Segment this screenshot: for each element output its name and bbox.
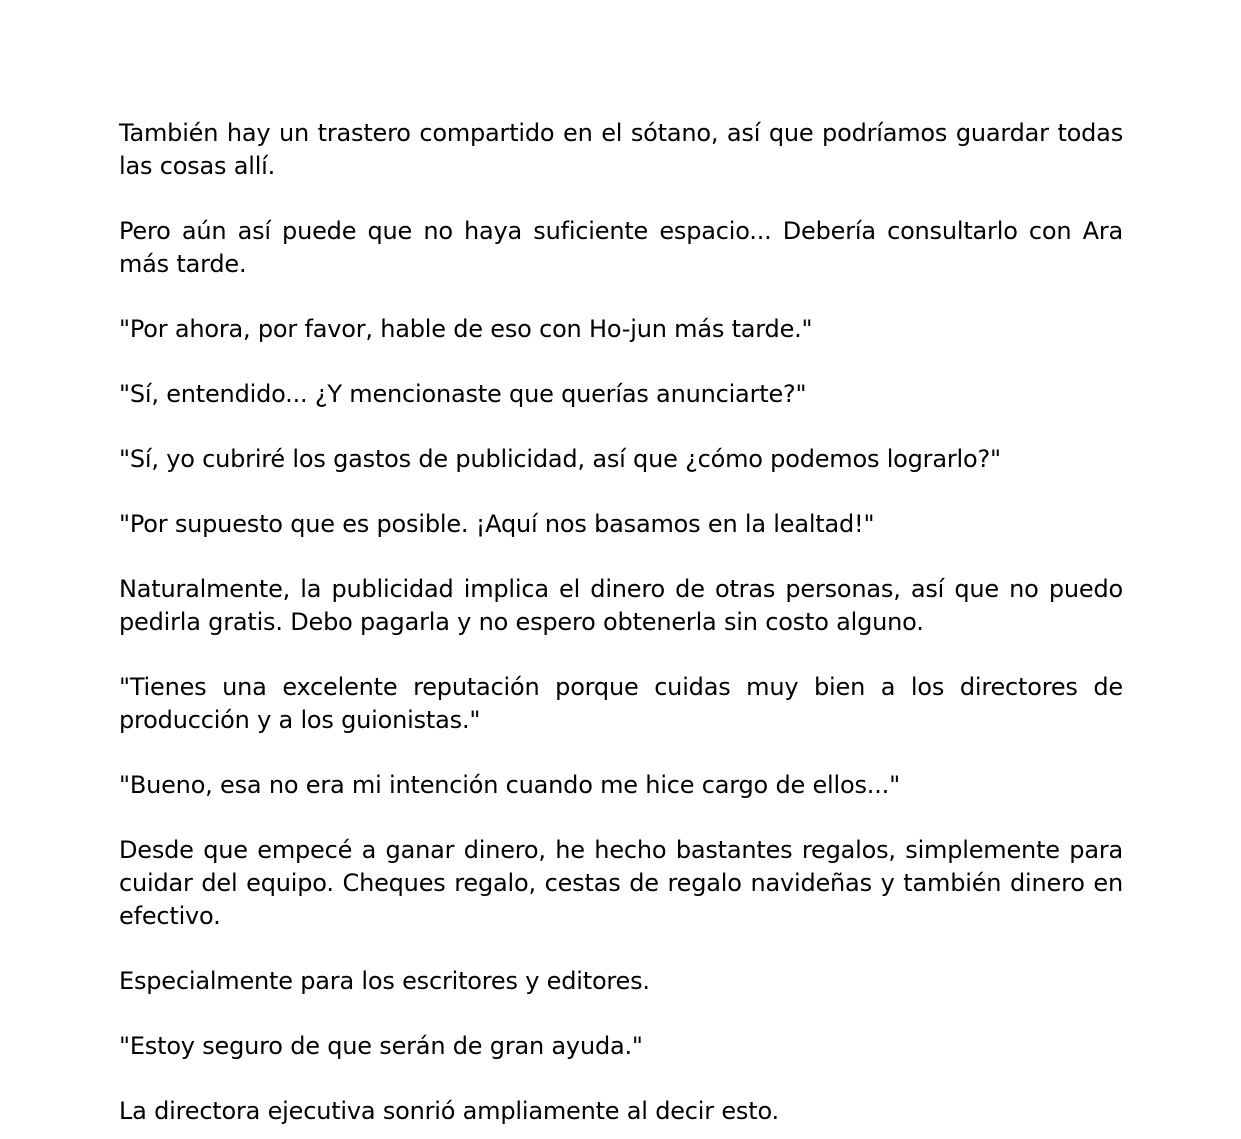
paragraph: "Por supuesto que es posible. ¡Aquí nos basamos en la lealtad!" xyxy=(119,510,875,538)
paragraph: "Tienes una excelente reputación porque cuidas muy bien a los directores de producción y a los guionistas." xyxy=(119,673,1123,734)
paragraph: "Bueno, esa no era mi intención cuando me hice cargo de ellos..." xyxy=(119,771,900,799)
paragraph: Especialmente para los escritores y editores. xyxy=(119,967,650,995)
document-page xyxy=(119,117,1123,1128)
paragraph: "Estoy seguro de que serán de gran ayuda." xyxy=(119,1032,643,1060)
paragraph: "Por ahora, por favor, hable de eso con Ho-jun más tarde." xyxy=(119,315,813,343)
paragraph: "Sí, yo cubriré los gastos de publicidad, así que ¿cómo podemos lograrlo?" xyxy=(119,445,1001,473)
paragraph: Desde que empecé a ganar dinero, he hecho bastantes regalos, simplemente para cuidar del equipo. Cheques regalo, cestas de regalo navideñas y también dinero en efectivo. xyxy=(119,836,1123,930)
paragraph: Naturalmente, la publicidad implica el dinero de otras personas, así que no puedo pedirla gratis. Debo pagarla y no espero obtenerla sin costo alguno. xyxy=(119,575,1123,636)
paragraph: Pero aún así puede que no haya suficiente espacio... Debería consultarlo con Ara más tarde. xyxy=(119,217,1123,278)
paragraph: También hay un trastero compartido en el sótano, así que podríamos guardar todas las cosas allí. xyxy=(119,119,1123,180)
paragraph: La directora ejecutiva sonrió ampliamente al decir esto. xyxy=(119,1097,779,1125)
paragraph: "Sí, entendido... ¿Y mencionaste que querías anunciarte?" xyxy=(119,380,807,408)
